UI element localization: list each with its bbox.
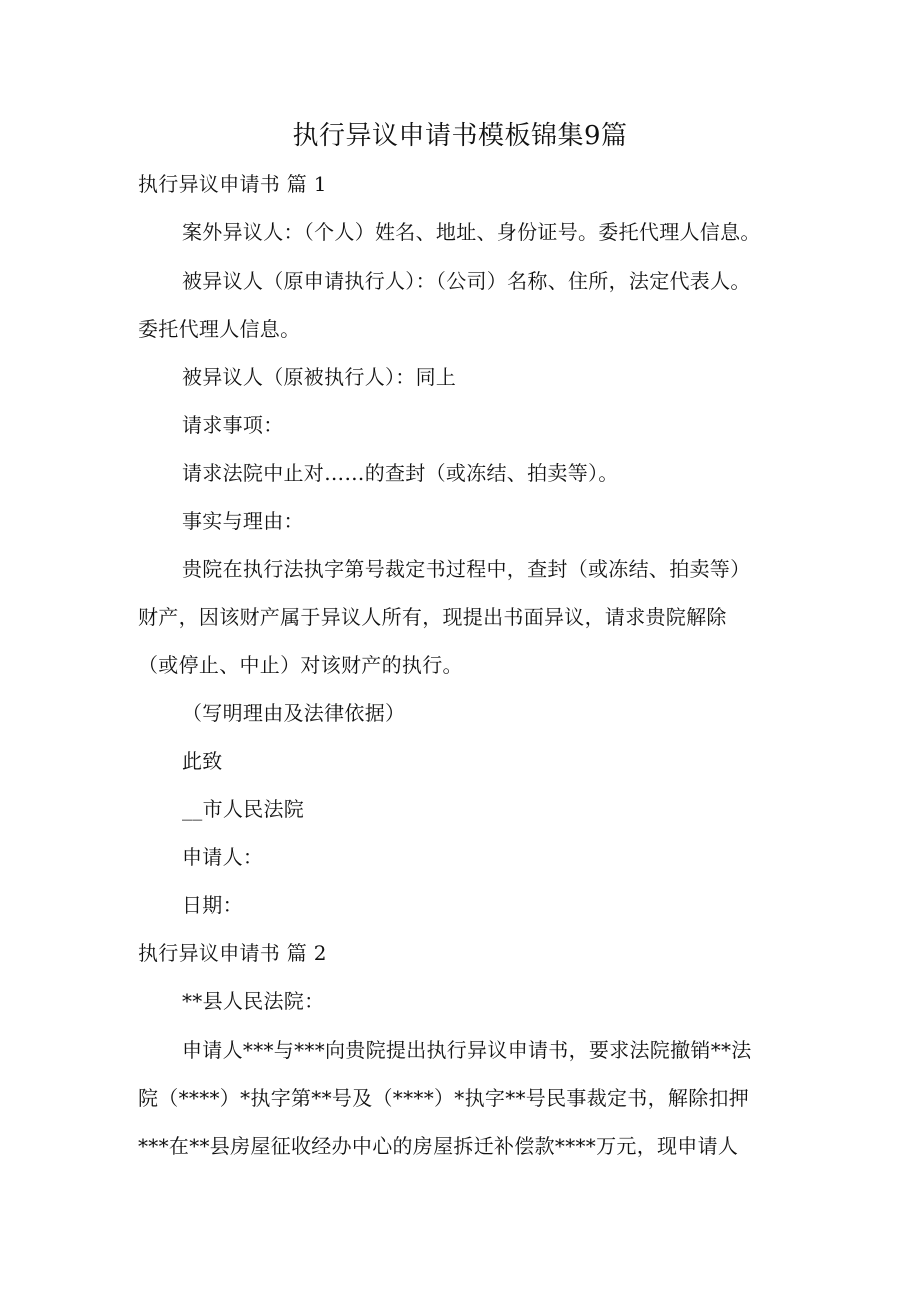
paragraph-line: 被异议人（原申请执行人）：（公司）名称、住所，法定代表人。 bbox=[182, 269, 751, 293]
paragraph-line: **县人民法院： bbox=[182, 989, 325, 1013]
paragraph-line: 此致 bbox=[182, 749, 223, 773]
paragraph-line: 事实与理由： bbox=[182, 509, 304, 533]
paragraph-line: 请求法院中止对……的查封（或冻结、拍卖等）。 bbox=[182, 461, 619, 485]
paragraph-line: ***在**县房屋征收经办中心的房屋拆迁补偿款****万元，现申请人 bbox=[138, 1134, 739, 1158]
paragraph-line: 申请人： bbox=[182, 845, 264, 869]
paragraph-line: __市人民法院 bbox=[182, 797, 305, 821]
paragraph-line: 申请人***与***向贵院提出执行异议申请书，要求法院撤销**法 bbox=[182, 1038, 752, 1062]
paragraph-line: 案外异议人：（个人）姓名、地址、身份证号。委托代理人信息。 bbox=[182, 220, 761, 244]
paragraph-line: 日期： bbox=[182, 893, 243, 917]
paragraph-line: （写明理由及法律依据） bbox=[182, 701, 406, 725]
document-title: 执行异议申请书模板锦集9篇 bbox=[292, 121, 628, 151]
section-heading-2: 执行异议申请书 篇 2 bbox=[138, 941, 327, 965]
paragraph-line: 贵院在执行法执字第号裁定书过程中，查封（或冻结、拍卖等） bbox=[182, 557, 751, 581]
paragraph-line: （或停止、中止）对该财产的执行。 bbox=[138, 653, 463, 677]
paragraph-line: 财产，因该财产属于异议人所有，现提出书面异议，请求贵院解除 bbox=[138, 605, 727, 629]
paragraph-line: 院（****）*执字第**号及（****）*执字**号民事裁定书，解除扣押 bbox=[138, 1086, 750, 1110]
paragraph-line: 被异议人（原被执行人）：同上 bbox=[182, 365, 457, 389]
paragraph-line: 委托代理人信息。 bbox=[138, 317, 301, 341]
section-heading-1: 执行异议申请书 篇 1 bbox=[138, 172, 327, 196]
paragraph-line: 请求事项： bbox=[182, 413, 284, 437]
